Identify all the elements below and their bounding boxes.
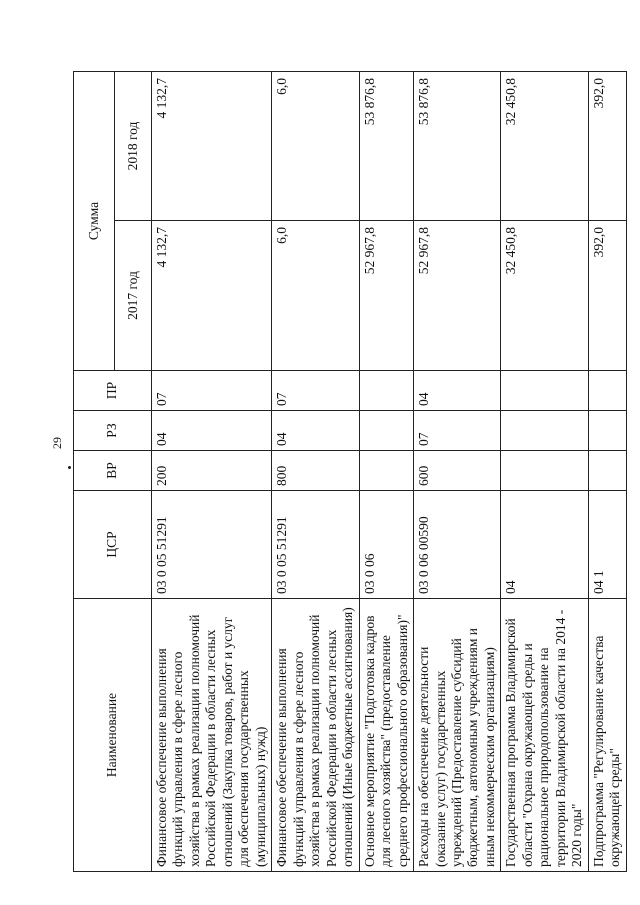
row-vr <box>359 451 413 491</box>
margin-mark <box>68 466 71 469</box>
row-name: Расходы на обеспечение деятельности (оказание услуг) государственных учреждений (Предоставление субсидий бюджетным, автономным учреждениям и иным некоммерческим организациям) <box>414 599 501 872</box>
row-csr: 03 0 06 <box>359 491 413 599</box>
table-row <box>359 71 413 871</box>
row-rz <box>359 411 413 451</box>
row-sum-2017: 392,0 <box>588 221 626 371</box>
row-sum-2018: 32 450,8 <box>501 71 588 220</box>
budget-table <box>73 71 627 872</box>
row-pr: 07 <box>152 371 272 411</box>
header-vr: ВР <box>74 451 152 491</box>
row-vr: 800 <box>272 451 359 491</box>
header-row <box>74 71 115 871</box>
row-name: Финансовое обеспечение выполнения функций управления в сфере лесного хозяйства в рамках реализации полномочий Российской Федерации в области лесных отношений (Закупка товаров, работ и услуг для обеспечения государственных (муниципальных) нужд) <box>152 599 272 872</box>
row-sum-2018: 53 876,8 <box>359 71 413 220</box>
row-sum-2017: 52 967,8 <box>359 221 413 371</box>
row-csr: 03 0 05 51291 <box>272 491 359 599</box>
header-year-2018: 2018 год <box>115 71 152 220</box>
page-number: 29 <box>50 437 64 449</box>
table-row <box>501 71 588 871</box>
header-pr: ПР <box>74 371 152 411</box>
header-name: Наименование <box>74 599 152 872</box>
row-sum-2018: 6,0 <box>272 71 359 220</box>
table-row <box>152 71 272 871</box>
row-sum-2018: 392,0 <box>588 71 626 220</box>
row-sum-2018: 53 876,8 <box>414 71 501 220</box>
row-sum-2017: 4 132,7 <box>152 221 272 371</box>
row-name: Основное мероприятие "Подготовка кадров для лесного хозяйства" (предоставление среднего профессионального образования)" <box>359 599 413 872</box>
row-sum-2017: 32 450,8 <box>501 221 588 371</box>
row-pr: 07 <box>272 371 359 411</box>
table-row <box>272 71 359 871</box>
header-year-2017: 2017 год <box>115 221 152 371</box>
row-csr: 03 0 06 00590 <box>414 491 501 599</box>
row-pr <box>501 371 588 411</box>
header-csr: ЦСР <box>74 491 152 599</box>
row-csr: 04 <box>501 491 588 599</box>
row-sum-2017: 52 967,8 <box>414 221 501 371</box>
row-sum-2017: 6,0 <box>272 221 359 371</box>
row-csr: 04 1 <box>588 491 626 599</box>
row-rz <box>501 411 588 451</box>
header-sum: Сумма <box>74 71 115 370</box>
row-pr <box>588 371 626 411</box>
table-row <box>414 71 501 871</box>
row-vr <box>501 451 588 491</box>
row-name: Государственная программа Владимирской области "Охрана окружающей среды и рациональное природопользование на территории Владимирской области на 2014 - 2020 годы" <box>501 599 588 872</box>
row-name: Подпрограмма "Регулирование качества окружающей среды" <box>588 599 626 872</box>
table-row <box>588 71 626 871</box>
header-rz: РЗ <box>74 411 152 451</box>
row-rz <box>588 411 626 451</box>
row-csr: 03 0 05 51291 <box>152 491 272 599</box>
rotated-table-container <box>73 72 627 872</box>
row-pr: 04 <box>414 371 501 411</box>
row-vr <box>588 451 626 491</box>
row-name: Финансовое обеспечение выполнения функций управления в сфере лесного хозяйства в рамках реализации полномочий Российской Федерации в области лесных отношений (Иные бюджетные ассигнования) <box>272 599 359 872</box>
row-sum-2018: 4 132,7 <box>152 71 272 220</box>
row-pr <box>359 371 413 411</box>
row-rz: 04 <box>152 411 272 451</box>
row-rz: 04 <box>272 411 359 451</box>
row-vr: 200 <box>152 451 272 491</box>
row-vr: 600 <box>414 451 501 491</box>
row-rz: 07 <box>414 411 501 451</box>
